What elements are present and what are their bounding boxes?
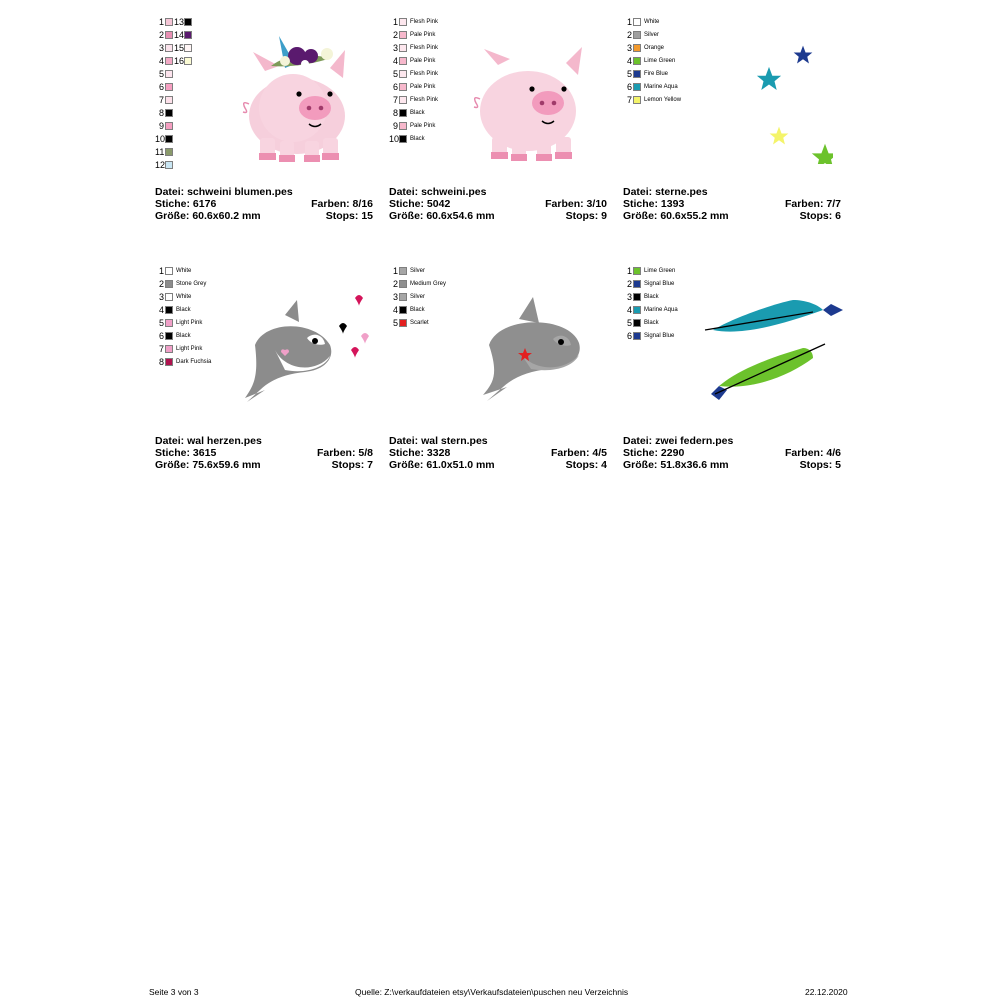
swatch-color-box xyxy=(399,122,407,130)
design-card-wal-stern xyxy=(389,265,607,480)
color-swatch xyxy=(389,68,438,79)
color-count: Farben: 4/5 xyxy=(550,447,607,459)
swatch-number: 14 xyxy=(174,29,185,40)
swatch-color-box xyxy=(399,306,407,314)
swatch-color-box xyxy=(165,345,173,353)
swatch-color-name: Signal Blue xyxy=(644,332,675,339)
swatch-color-name: White xyxy=(644,18,660,25)
swatch-color-box xyxy=(165,161,173,169)
stitch-count: Stiche: 1393 xyxy=(623,198,685,210)
swatch-color-name: Light Pink xyxy=(176,319,203,326)
design-info xyxy=(155,186,373,222)
swatch-color-box xyxy=(399,280,407,288)
swatch-number: 1 xyxy=(158,16,164,27)
swatch-color-name: Stone Grey xyxy=(176,280,207,287)
design-size: Größe: 75.6x59.6 mm xyxy=(155,459,261,471)
stop-count: Stops: 4 xyxy=(565,459,607,471)
swatch-color-name: Pale Pink xyxy=(410,31,436,38)
color-swatch xyxy=(155,356,211,367)
color-swatch xyxy=(155,278,206,289)
swatch-number: 1 xyxy=(626,265,632,276)
swatch-color-box xyxy=(633,44,641,52)
swatch-number: 9 xyxy=(392,120,398,131)
color-swatch xyxy=(155,133,173,144)
swatch-color-box xyxy=(399,83,407,91)
swatch-color-box xyxy=(633,319,641,327)
swatch-color-box xyxy=(399,44,407,52)
color-swatch xyxy=(155,330,191,341)
swatch-color-box xyxy=(399,135,407,143)
color-swatch xyxy=(174,16,192,27)
swatch-color-name: White xyxy=(176,267,192,274)
swatch-number: 6 xyxy=(158,330,164,341)
color-swatch xyxy=(623,29,659,40)
color-swatch xyxy=(623,42,664,53)
swatch-color-box xyxy=(184,31,192,39)
swatch-number: 4 xyxy=(626,304,632,315)
swatch-number: 15 xyxy=(174,42,185,53)
swatch-number: 4 xyxy=(158,304,164,315)
swatch-number: 6 xyxy=(158,81,164,92)
design-card-schweini xyxy=(389,16,607,231)
color-swatch xyxy=(155,81,173,92)
swatch-number: 3 xyxy=(626,42,632,53)
swatch-color-box xyxy=(399,293,407,301)
swatch-number: 8 xyxy=(158,356,164,367)
swatch-color-box xyxy=(165,96,173,104)
swatch-number: 5 xyxy=(158,317,164,328)
file-name: Datei: wal herzen.pes xyxy=(155,435,262,447)
swatch-color-box xyxy=(633,18,641,26)
swatch-color-box xyxy=(633,70,641,78)
swatch-number: 6 xyxy=(626,330,632,341)
color-swatch xyxy=(389,304,425,315)
swatch-number: 4 xyxy=(392,55,398,66)
swatch-number: 4 xyxy=(392,304,398,315)
stitch-count: Stiche: 3615 xyxy=(155,447,217,459)
design-preview-whale-hearts xyxy=(225,290,375,415)
color-swatch xyxy=(155,55,173,66)
swatch-number: 3 xyxy=(158,291,164,302)
swatch-color-box xyxy=(399,70,407,78)
swatch-color-name: Dark Fuchsia xyxy=(176,358,212,365)
swatch-color-name: White xyxy=(176,293,192,300)
color-swatch xyxy=(155,146,173,157)
swatch-number: 9 xyxy=(158,120,164,131)
color-swatch xyxy=(623,265,675,276)
color-swatch xyxy=(389,16,438,27)
swatch-color-box xyxy=(633,280,641,288)
design-size: Größe: 51.8x36.6 mm xyxy=(623,459,729,471)
swatch-color-name: Black xyxy=(410,135,425,142)
swatch-color-box xyxy=(633,31,641,39)
design-size: Größe: 60.6x54.6 mm xyxy=(389,210,495,222)
swatch-color-box xyxy=(633,57,641,65)
swatch-color-box xyxy=(165,332,173,340)
swatch-color-name: Marine Aqua xyxy=(644,306,678,313)
color-swatch xyxy=(155,68,173,79)
swatch-number: 2 xyxy=(392,278,398,289)
stitch-count: Stiche: 5042 xyxy=(389,198,451,210)
swatch-number: 7 xyxy=(158,94,164,105)
swatch-color-name: Pale Pink xyxy=(410,122,436,129)
design-preview-pig xyxy=(464,41,604,176)
swatch-color-box xyxy=(165,135,173,143)
swatch-color-name: Lime Green xyxy=(644,57,676,64)
color-swatch xyxy=(155,265,191,276)
color-swatch xyxy=(389,265,425,276)
swatch-color-box xyxy=(165,293,173,301)
swatch-number: 5 xyxy=(158,68,164,79)
color-swatch xyxy=(155,29,173,40)
design-card-zwei-federn xyxy=(623,265,841,480)
swatch-color-box xyxy=(165,31,173,39)
stop-count: Stops: 15 xyxy=(325,210,373,222)
color-swatch xyxy=(155,159,173,170)
swatch-number: 6 xyxy=(392,81,398,92)
swatch-color-box xyxy=(165,306,173,314)
swatch-color-name: Black xyxy=(176,306,191,313)
swatch-color-name: Scarlet xyxy=(410,319,429,326)
swatch-color-name: Orange xyxy=(644,44,665,51)
swatch-color-box xyxy=(399,96,407,104)
swatch-number: 6 xyxy=(626,81,632,92)
color-swatch xyxy=(623,68,668,79)
swatch-color-name: Flesh Pink xyxy=(410,18,439,25)
color-swatch xyxy=(155,291,191,302)
swatch-color-name: Black xyxy=(644,293,659,300)
swatch-color-box xyxy=(165,319,173,327)
swatch-color-box xyxy=(184,44,192,52)
swatch-number: 5 xyxy=(392,317,398,328)
design-preview-whale-star xyxy=(459,285,609,410)
design-preview-pig-flowers xyxy=(235,26,375,181)
swatch-number: 5 xyxy=(392,68,398,79)
swatch-color-box xyxy=(399,109,407,117)
design-size: Größe: 61.0x51.0 mm xyxy=(389,459,495,471)
color-count: Farben: 4/6 xyxy=(784,447,841,459)
color-swatch xyxy=(389,81,435,92)
color-swatch xyxy=(623,94,681,105)
color-count: Farben: 3/10 xyxy=(545,198,607,210)
swatch-number: 1 xyxy=(392,16,398,27)
design-preview-feathers xyxy=(693,290,843,415)
color-swatch xyxy=(155,343,202,354)
stitch-count: Stiche: 2290 xyxy=(623,447,685,459)
swatch-color-name: Flesh Pink xyxy=(410,96,439,103)
file-name: Datei: schweini.pes xyxy=(389,186,487,198)
swatch-color-box xyxy=(399,18,407,26)
swatch-color-box xyxy=(165,267,173,275)
swatch-color-name: Fire Blue xyxy=(644,70,669,77)
swatch-color-name: Marine Aqua xyxy=(644,83,678,90)
swatch-color-box xyxy=(165,44,173,52)
footer-date: 22.12.2020 xyxy=(805,987,848,997)
swatch-color-name: Black xyxy=(176,332,191,339)
swatch-number: 12 xyxy=(155,159,166,170)
footer-source-path: Quelle: Z:\verkaufdateien etsy\Verkaufsdateien\puschen neu Verzeichnis xyxy=(355,987,629,997)
design-info xyxy=(623,435,841,471)
swatch-color-box xyxy=(399,319,407,327)
swatch-color-box xyxy=(165,83,173,91)
swatch-color-name: Lemon Yellow xyxy=(644,96,682,103)
swatch-color-box xyxy=(399,31,407,39)
swatch-color-name: Silver xyxy=(410,267,426,274)
swatch-number: 3 xyxy=(158,42,164,53)
swatch-number: 2 xyxy=(626,278,632,289)
swatch-color-box xyxy=(165,109,173,117)
design-info xyxy=(389,186,607,222)
color-swatch xyxy=(623,317,659,328)
color-swatch xyxy=(155,107,173,118)
color-swatch xyxy=(623,55,675,66)
color-swatch xyxy=(155,42,173,53)
swatch-color-name: Black xyxy=(644,319,659,326)
swatch-color-name: Black xyxy=(410,306,425,313)
swatch-color-box xyxy=(165,122,173,130)
color-swatch xyxy=(389,55,435,66)
swatch-color-name: Flesh Pink xyxy=(410,44,439,51)
swatch-color-box xyxy=(633,306,641,314)
swatch-number: 8 xyxy=(158,107,164,118)
swatch-number: 4 xyxy=(158,55,164,66)
swatch-number: 16 xyxy=(174,55,185,66)
design-card-sterne xyxy=(623,16,841,231)
color-swatch xyxy=(389,94,438,105)
swatch-color-box xyxy=(184,18,192,26)
color-swatch xyxy=(389,133,425,144)
swatch-number: 5 xyxy=(626,317,632,328)
file-name: Datei: zwei federn.pes xyxy=(623,435,734,447)
swatch-number: 5 xyxy=(626,68,632,79)
swatch-number: 1 xyxy=(392,265,398,276)
swatch-number: 8 xyxy=(392,107,398,118)
stop-count: Stops: 7 xyxy=(331,459,373,471)
color-swatch xyxy=(623,16,659,27)
swatch-number: 3 xyxy=(392,291,398,302)
color-swatch xyxy=(174,42,192,53)
stitch-count: Stiche: 3328 xyxy=(389,447,451,459)
color-swatch xyxy=(174,55,192,66)
color-swatch xyxy=(623,304,678,315)
color-swatch xyxy=(389,42,438,53)
design-info xyxy=(623,186,841,222)
swatch-color-name: Black xyxy=(410,109,425,116)
swatch-number: 2 xyxy=(158,29,164,40)
swatch-color-box xyxy=(633,96,641,104)
color-swatch xyxy=(155,304,191,315)
design-preview-stars xyxy=(683,24,833,169)
design-info xyxy=(155,435,373,471)
color-swatch xyxy=(155,94,173,105)
swatch-color-name: Flesh Pink xyxy=(410,70,439,77)
color-swatch xyxy=(623,81,678,92)
swatch-number: 13 xyxy=(174,16,185,27)
swatch-color-name: Pale Pink xyxy=(410,83,436,90)
swatch-color-box xyxy=(165,280,173,288)
swatch-color-name: Pale Pink xyxy=(410,57,436,64)
swatch-color-box xyxy=(165,70,173,78)
swatch-color-box xyxy=(165,358,173,366)
design-card-wal-herzen xyxy=(155,265,373,480)
design-size: Größe: 60.6x60.2 mm xyxy=(155,210,261,222)
color-swatch xyxy=(389,317,429,328)
file-name: Datei: sterne.pes xyxy=(623,186,708,198)
swatch-number: 10 xyxy=(389,133,400,144)
swatch-number: 3 xyxy=(392,42,398,53)
swatch-color-name: Light Pink xyxy=(176,345,203,352)
color-swatch xyxy=(155,120,173,131)
footer-page-number: Seite 3 von 3 xyxy=(149,987,199,997)
swatch-number: 2 xyxy=(626,29,632,40)
swatch-color-box xyxy=(633,332,641,340)
swatch-number: 1 xyxy=(158,265,164,276)
stop-count: Stops: 6 xyxy=(799,210,841,222)
swatch-color-box xyxy=(399,57,407,65)
color-swatch xyxy=(623,330,674,341)
swatch-color-box xyxy=(633,83,641,91)
color-swatch xyxy=(389,120,435,131)
color-swatch xyxy=(389,278,446,289)
design-card-schweini-blumen xyxy=(155,16,373,231)
swatch-color-box xyxy=(165,18,173,26)
color-count: Farben: 8/16 xyxy=(311,198,373,210)
stitch-count: Stiche: 6176 xyxy=(155,198,217,210)
swatch-color-box xyxy=(165,148,173,156)
swatch-color-name: Silver xyxy=(410,293,426,300)
swatch-number: 1 xyxy=(626,16,632,27)
design-size: Größe: 60.6x55.2 mm xyxy=(623,210,729,222)
design-info xyxy=(389,435,607,471)
color-count: Farben: 7/7 xyxy=(784,198,841,210)
stop-count: Stops: 9 xyxy=(565,210,607,222)
swatch-number: 4 xyxy=(626,55,632,66)
swatch-color-name: Medium Grey xyxy=(410,280,447,287)
swatch-number: 7 xyxy=(392,94,398,105)
color-swatch xyxy=(155,16,173,27)
color-swatch xyxy=(174,29,192,40)
swatch-color-name: Signal Blue xyxy=(644,280,675,287)
swatch-number: 7 xyxy=(626,94,632,105)
file-name: Datei: wal stern.pes xyxy=(389,435,488,447)
swatch-color-name: Silver xyxy=(644,31,660,38)
color-swatch xyxy=(623,291,659,302)
swatch-number: 2 xyxy=(392,29,398,40)
stop-count: Stops: 5 xyxy=(799,459,841,471)
swatch-color-box xyxy=(165,57,173,65)
swatch-color-box xyxy=(633,267,641,275)
swatch-number: 2 xyxy=(158,278,164,289)
swatch-color-box xyxy=(633,293,641,301)
file-name: Datei: schweini blumen.pes xyxy=(155,186,293,198)
swatch-number: 7 xyxy=(158,343,164,354)
swatch-number: 11 xyxy=(155,146,165,157)
color-swatch xyxy=(389,107,425,118)
color-swatch xyxy=(155,317,202,328)
color-swatch xyxy=(389,29,435,40)
swatch-color-name: Lime Green xyxy=(644,267,676,274)
swatch-color-box xyxy=(399,267,407,275)
swatch-number: 3 xyxy=(626,291,632,302)
color-swatch xyxy=(623,278,674,289)
swatch-number: 10 xyxy=(155,133,166,144)
color-swatch xyxy=(389,291,425,302)
color-count: Farben: 5/8 xyxy=(316,447,373,459)
swatch-color-box xyxy=(184,57,192,65)
